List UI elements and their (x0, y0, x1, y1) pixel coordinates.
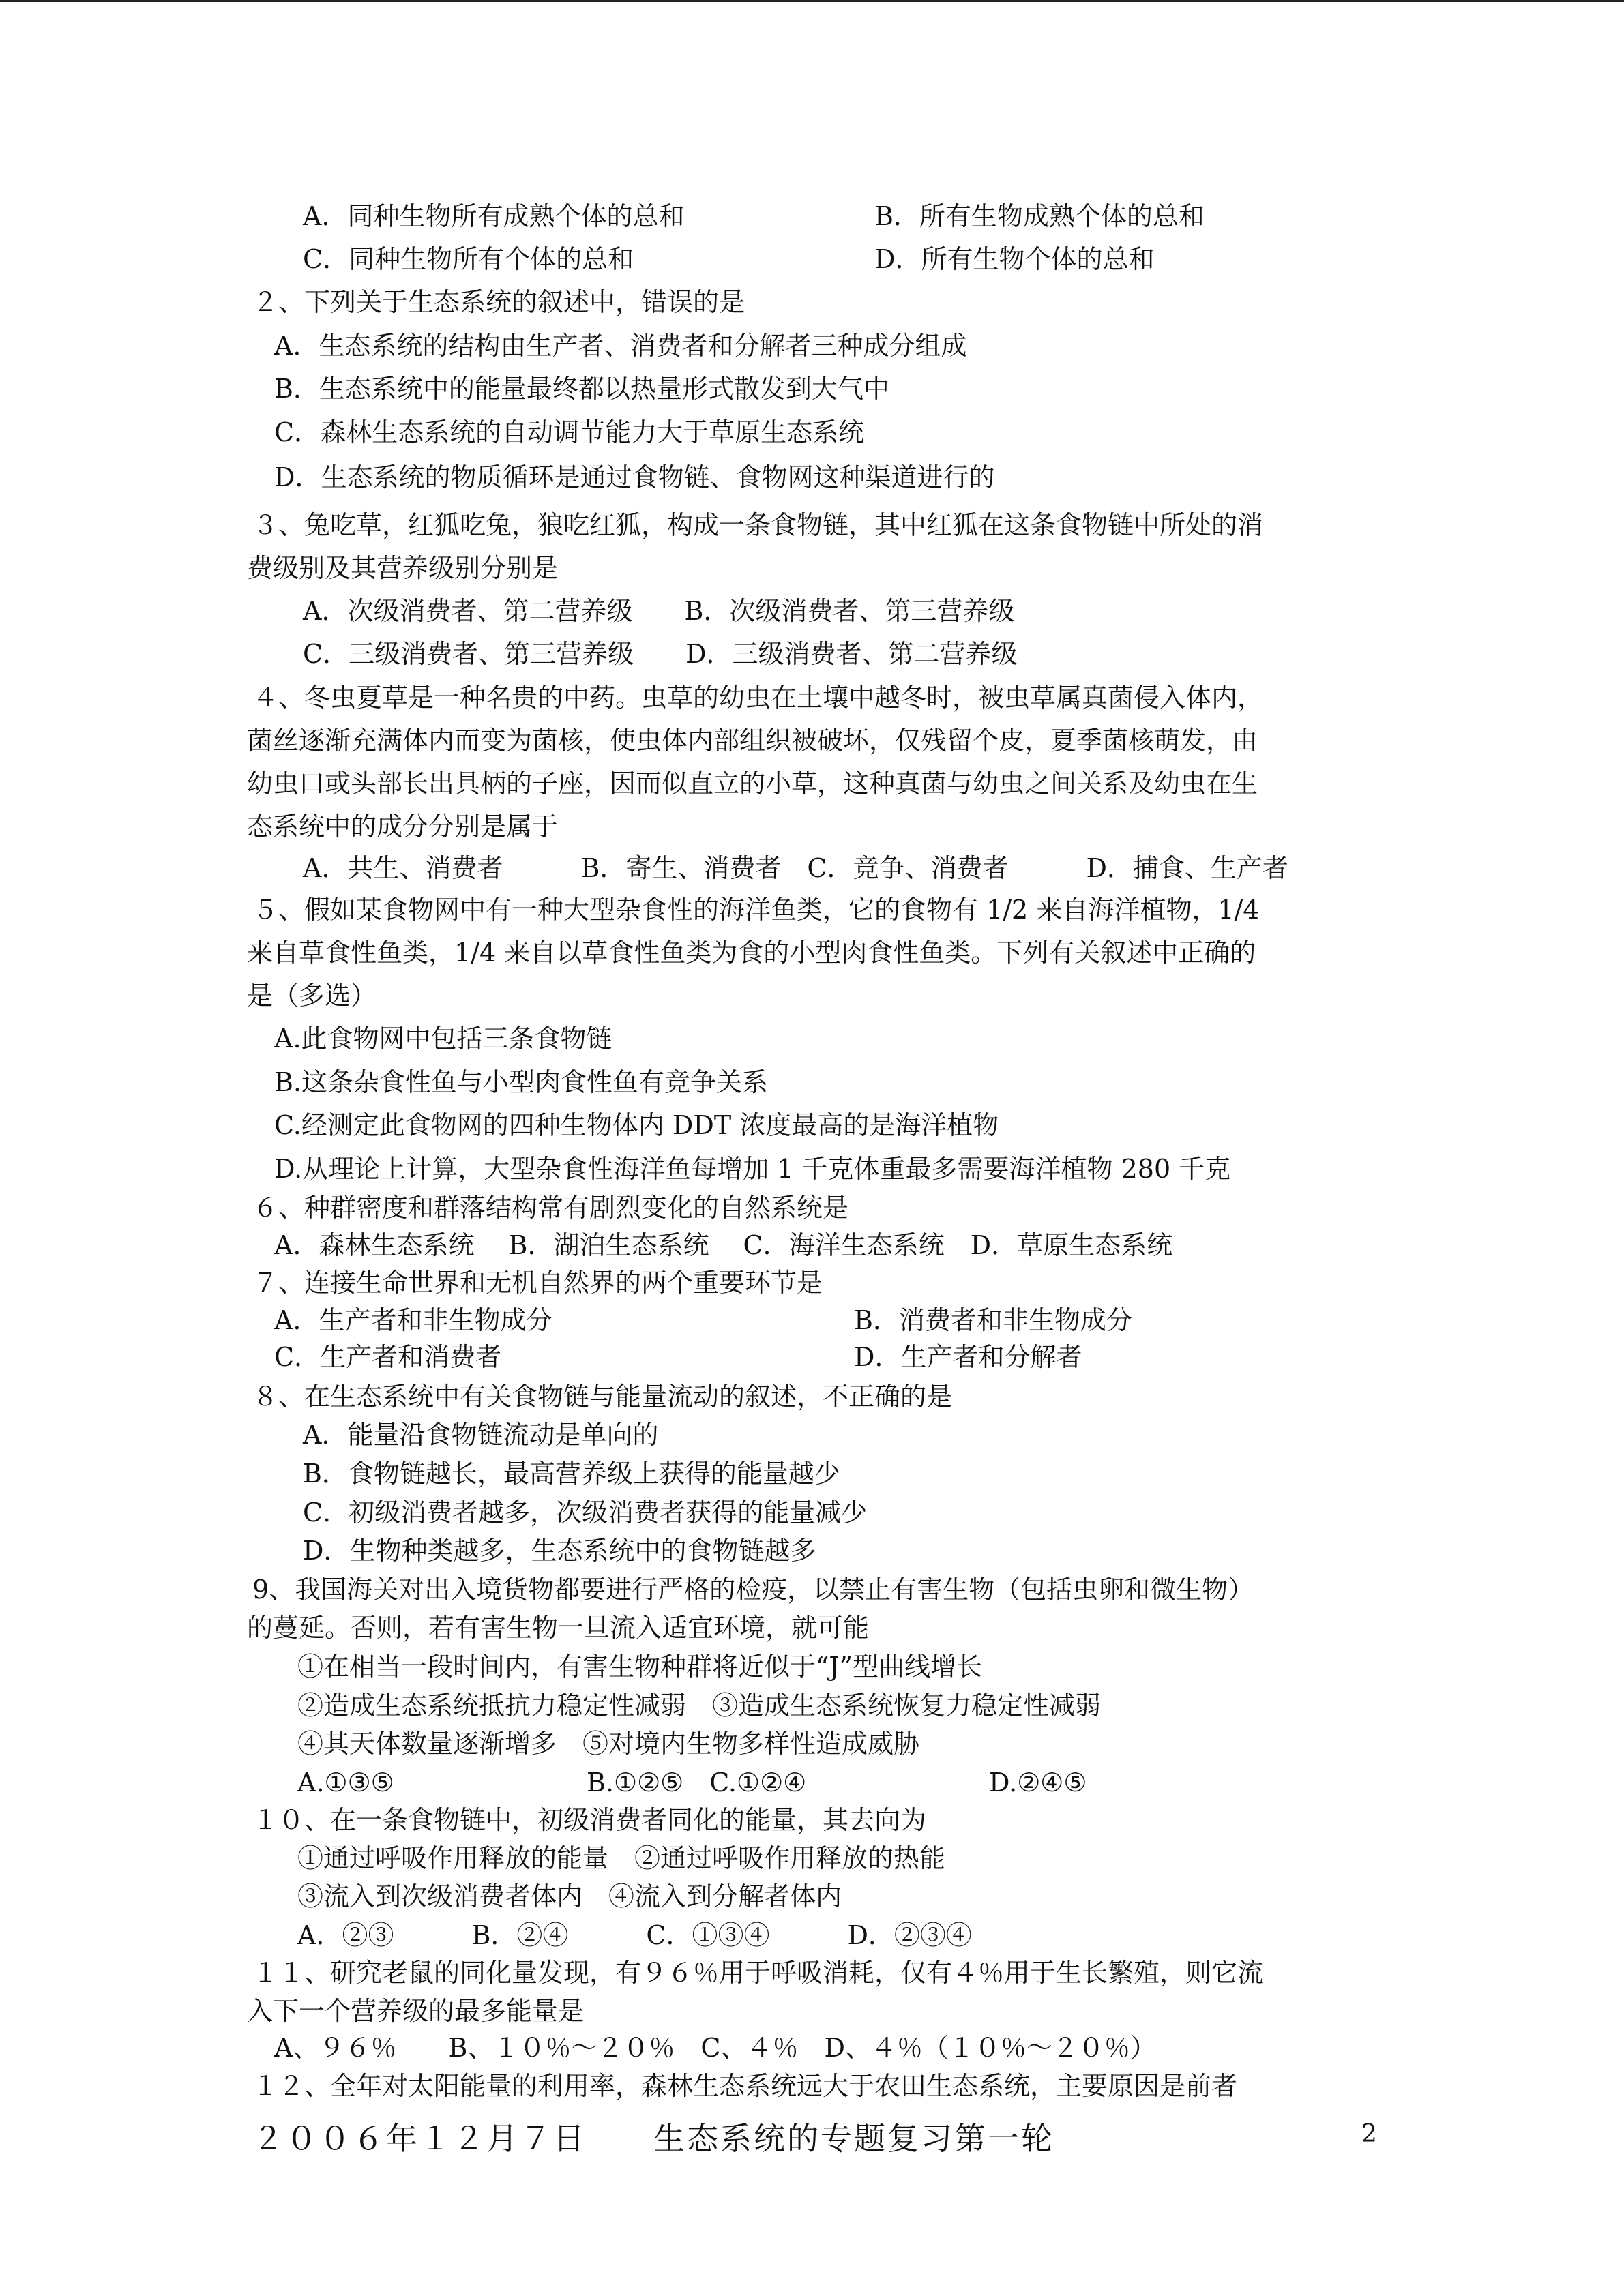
q9-options-bc: B.①②⑤ C.①②④ (587, 1768, 807, 1798)
q3-options-ab: A．次级消费者、第二营养级 B．次级消费者、第三营养级 (303, 596, 1015, 626)
q9-item-2: ②造成生态系统抵抗力稳定性减弱 ③造成生态系统恢复力稳定性减弱 (297, 1690, 1102, 1720)
q4-stem-line1: ４、冬虫夏草是一种名贵的中药。虫草的幼虫在土壤中越冬时，被虫草属真菌侵入体内， (252, 683, 1264, 713)
q5-option-c: C.经测定此食物网的四种生物体内 DDT 浓度最高的是海洋植物 (274, 1110, 999, 1140)
q8-stem: ８、在生态系统中有关食物链与能量流动的叙述，不正确的是 (252, 1382, 953, 1412)
q8-option-c: C．初级消费者越多，次级消费者获得的能量减少 (303, 1497, 868, 1527)
q2-option-b: B．生态系统中的能量最终都以热量形式散发到大气中 (274, 374, 889, 404)
q9-option-a: A.①③⑤ (297, 1768, 394, 1798)
q1-option-c: C．同种生物所有个体的总和 (303, 244, 634, 274)
q2-stem: ２、下列关于生态系统的叙述中，错误的是 (252, 287, 745, 317)
q12-stem: １２、全年对太阳能量的利用率，森林生态系统远大于农田生态系统，主要原因是前者 (252, 2071, 1238, 2101)
q4-stem-line2: 菌丝逐渐充满体内而变为菌核，使虫体内部组织被破坏，仅残留个皮，夏季菌核萌发，由 (247, 726, 1258, 756)
q7-option-d: D．生产者和分解者 (854, 1342, 1082, 1372)
q8-option-a: A．能量沿食物链流动是单向的 (303, 1420, 659, 1450)
q11-options: A、９６％ B、１０％～２０％ C、４％ D、４％（１０％～２０％） (274, 2033, 1156, 2063)
page-number: 2 (1361, 2120, 1377, 2148)
q2-option-d: D．生态系统的物质循环是通过食物链、食物网这种渠道进行的 (274, 462, 995, 492)
q10-options: A．②③ B．②④ C．①③④ D．②③④ (297, 1920, 972, 1950)
q11-stem-line1: １１、研究老鼠的同化量发现，有９６％用于呼吸消耗，仅有４％用于生长繁殖，则它流 (252, 1958, 1264, 1988)
q5-stem-line2: 来自草食性鱼类，1/4 来自以草食性鱼类为食的小型肉食性鱼类。下列有关叙述中正确的 (247, 938, 1256, 968)
q5-option-d: D.从理论上计算，大型杂食性海洋鱼每增加 1 千克体重最多需要海洋植物 280 千克 (274, 1154, 1231, 1184)
page-footer: ２００６年１２月７日 生态系统的专题复习第一轮 (252, 2120, 1054, 2157)
q9-stem-line1: 9、我国海关对出入境货物都要进行严格的检疫，以禁止有害生物（包括虫卵和微生物） (252, 1575, 1254, 1605)
q10-item-1: ①通过呼吸作用释放的能量 ②通过呼吸作用释放的热能 (297, 1843, 946, 1873)
q5-option-a: A.此食物网中包括三条食物链 (274, 1024, 612, 1054)
q7-option-c: C．生产者和消费者 (274, 1342, 502, 1372)
q6-stem: ６、种群密度和群落结构常有剧烈变化的自然系统是 (252, 1193, 849, 1223)
q7-stem: ７、连接生命世界和无机自然界的两个重要环节是 (252, 1268, 823, 1298)
q2-option-a: A．生态系统的结构由生产者、消费者和分解者三种成分组成 (274, 331, 967, 361)
q10-item-2: ③流入到次级消费者体内 ④流入到分解者体内 (297, 1881, 842, 1911)
q5-stem-line1: ５、假如某食物网中有一种大型杂食性的海洋鱼类，它的食物有 1/2 来自海洋植物，1/4 (252, 895, 1260, 925)
q4-stem-line4: 态系统中的成分分别是属于 (247, 811, 559, 841)
q9-item-1: ①在相当一段时间内，有害生物种群将近似于“J”型曲线增长 (297, 1652, 983, 1682)
q3-stem-line1: ３、兔吃草，红狐吃兔，狼吃红狐，构成一条食物链，其中红狐在这条食物链中所处的消 (252, 510, 1264, 540)
q5-stem-line3: 是（多选） (247, 981, 377, 1011)
q9-stem-line2: 的蔓延。否则，若有害生物一旦流入适宜环境，就可能 (247, 1613, 870, 1643)
top-border (0, 0, 1624, 2)
q4-options: A．共生、消费者 B．寄生、消费者 C．竞争、消费者 D．捕食、生产者 (303, 853, 1288, 883)
q3-options-cd: C．三级消费者、第三营养级 D．三级消费者、第二营养级 (303, 639, 1018, 669)
q8-option-d: D．生物种类越多，生态系统中的食物链越多 (303, 1536, 816, 1566)
q9-option-d: D.②④⑤ (989, 1768, 1087, 1798)
q5-option-b: B.这条杂食性鱼与小型肉食性鱼有竞争关系 (274, 1067, 769, 1097)
q7-option-a: A．生产者和非生物成分 (274, 1305, 552, 1335)
q6-options: A．森林生态系统 B．湖泊生态系统 C．海洋生态系统 D．草原生态系统 (274, 1230, 1173, 1260)
q7-option-b: B．消费者和非生物成分 (854, 1305, 1132, 1335)
q8-option-b: B．食物链越长，最高营养级上获得的能量越少 (303, 1459, 840, 1489)
q10-stem: １０、在一条食物链中，初级消费者同化的能量，其去向为 (252, 1805, 927, 1835)
q9-item-3: ④其天体数量逐渐增多 ⑤对境内生物多样性造成威胁 (297, 1729, 920, 1759)
q4-stem-line3: 幼虫口或头部长出具柄的子座，因而似直立的小草，这种真菌与幼虫之间关系及幼虫在生 (247, 769, 1258, 799)
q1-option-b: B．所有生物成熟个体的总和 (874, 201, 1205, 231)
q11-stem-line2: 入下一个营养级的最多能量是 (247, 1996, 585, 2026)
q3-stem-line2: 费级别及其营养级别分别是 (247, 553, 559, 583)
q1-option-a: A．同种生物所有成熟个体的总和 (303, 201, 685, 231)
q2-option-c: C．森林生态系统的自动调节能力大于草原生态系统 (274, 417, 865, 447)
q1-option-d: D．所有生物个体的总和 (874, 244, 1155, 274)
